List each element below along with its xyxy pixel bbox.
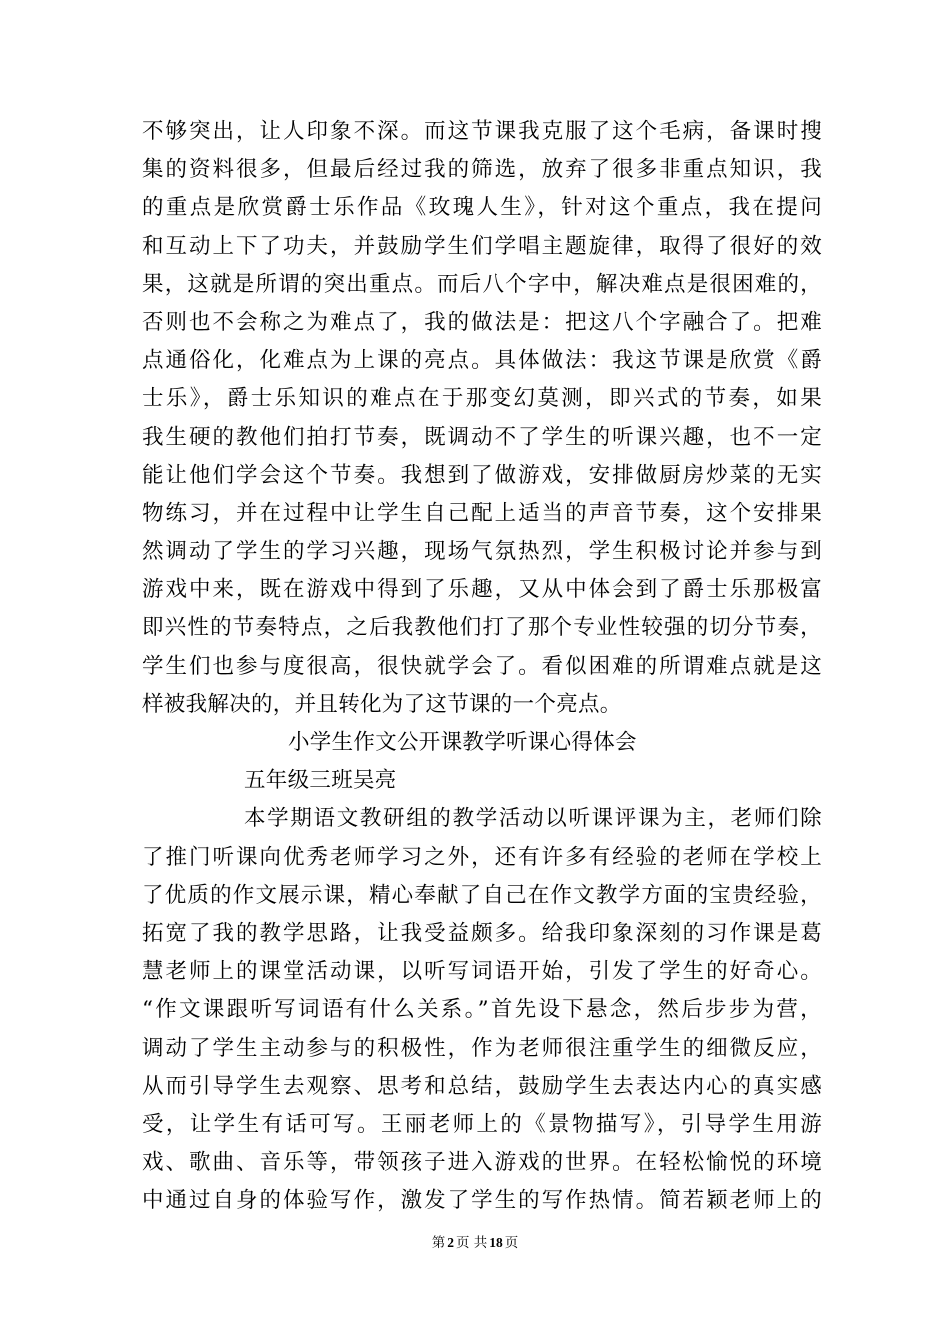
text-line: 调动了学生主动参与的积极性，作为老师很注重学生的细微反应， [142,1035,822,1061]
footer-middle: 页 共 [455,1235,488,1251]
text-line: 从而引导学生去观察、思考和总结，鼓励学生去表达内心的真实感 [142,1073,822,1099]
text-line: “作文课跟听写词语有什么关系。”首先设下悬念，然后步步为营， [142,997,822,1023]
text-line: 戏、歌曲、音乐等，带领孩子进入游戏的世界。在轻松愉悦的环境 [142,1150,822,1176]
paragraph-2 [142,800,822,1220]
text-line: 样被我解决的，并且转化为了这节课的一个亮点。 [142,691,622,717]
footer-prefix: 第 [431,1235,446,1251]
text-line: 游戏中来，既在游戏中得到了乐趣，又从中体会到了爵士乐那极富 [142,577,822,603]
paragraph-1 [142,113,822,724]
text-line: 能让他们学会这个节奏。我想到了做游戏，安排做厨房炒菜的无实 [142,462,822,488]
text-line: 学生们也参与度很高，很快就学会了。看似困难的所谓难点就是这 [142,653,822,679]
text-line: 了优质的作文展示课，精心奉献了自己在作文教学方面的宝贵经验， [142,882,822,908]
text-line: 即兴性的节奏特点，之后我教他们打了那个专业性较强的切分节奏， [142,615,822,641]
article-author: 五年级三班吴亮 [244,768,397,794]
text-line: 物练习，并在过程中让学生自己配上适当的声音节奏，这个安排果 [142,500,822,526]
text-line: 本学期语文教研组的教学活动以听课评课为主，老师们除 [244,806,822,832]
article-title: 小学生作文公开课教学听课心得体会 [288,730,637,755]
text-line: 点通俗化，化难点为上课的亮点。具体做法：我这节课是欣赏《爵 [142,348,822,374]
text-line: 然调动了学生的学习兴趣，现场气氛热烈，学生积极讨论并参与到 [142,539,822,565]
text-line: 受，让学生有话可写。王丽老师上的《景物描写》，引导学生用游 [142,1111,822,1137]
current-page-number: 2 [447,1235,454,1250]
text-line: 不够突出，让人印象不深。而这节课我克服了这个毛病，备课时搜 [142,119,822,144]
text-line: 的重点是欣赏爵士乐作品《玫瑰人生》，针对这个重点，我在提问 [142,195,822,221]
text-line: 慧老师上的课堂活动课，以听写词语开始，引发了学生的好奇心。 [142,959,822,985]
text-line: 否则也不会称之为难点了，我的做法是：把这八个字融合了。把难 [142,309,822,335]
page-footer [0,1231,950,1251]
text-line: 果，这就是所谓的突出重点。而后八个字中，解决难点是很困难的， [142,271,822,297]
text-line: 集的资料很多，但最后经过我的筛选，放弃了很多非重点知识，我 [142,157,822,183]
footer-suffix: 页 [504,1235,519,1251]
text-line: 了推门听课向优秀老师学习之外，还有许多有经验的老师在学校上 [142,844,822,870]
text-line: 拓宽了我的教学思路，让我受益颇多。给我印象深刻的习作课是葛 [142,920,822,946]
text-line: 士乐》，爵士乐知识的难点在于那变幻莫测，即兴式的节奏，如果 [142,386,822,412]
total-pages-number: 18 [489,1235,503,1250]
document-body [142,113,822,1220]
text-line: 中通过自身的体验写作，激发了学生的写作热情。简若颖老师上的 [142,1188,822,1214]
text-line: 我生硬的教他们拍打节奏，既调动不了学生的听课兴趣，也不一定 [142,424,822,450]
text-line: 和互动上下了功夫，并鼓励学生们学唱主题旋律，取得了很好的效 [142,233,822,259]
